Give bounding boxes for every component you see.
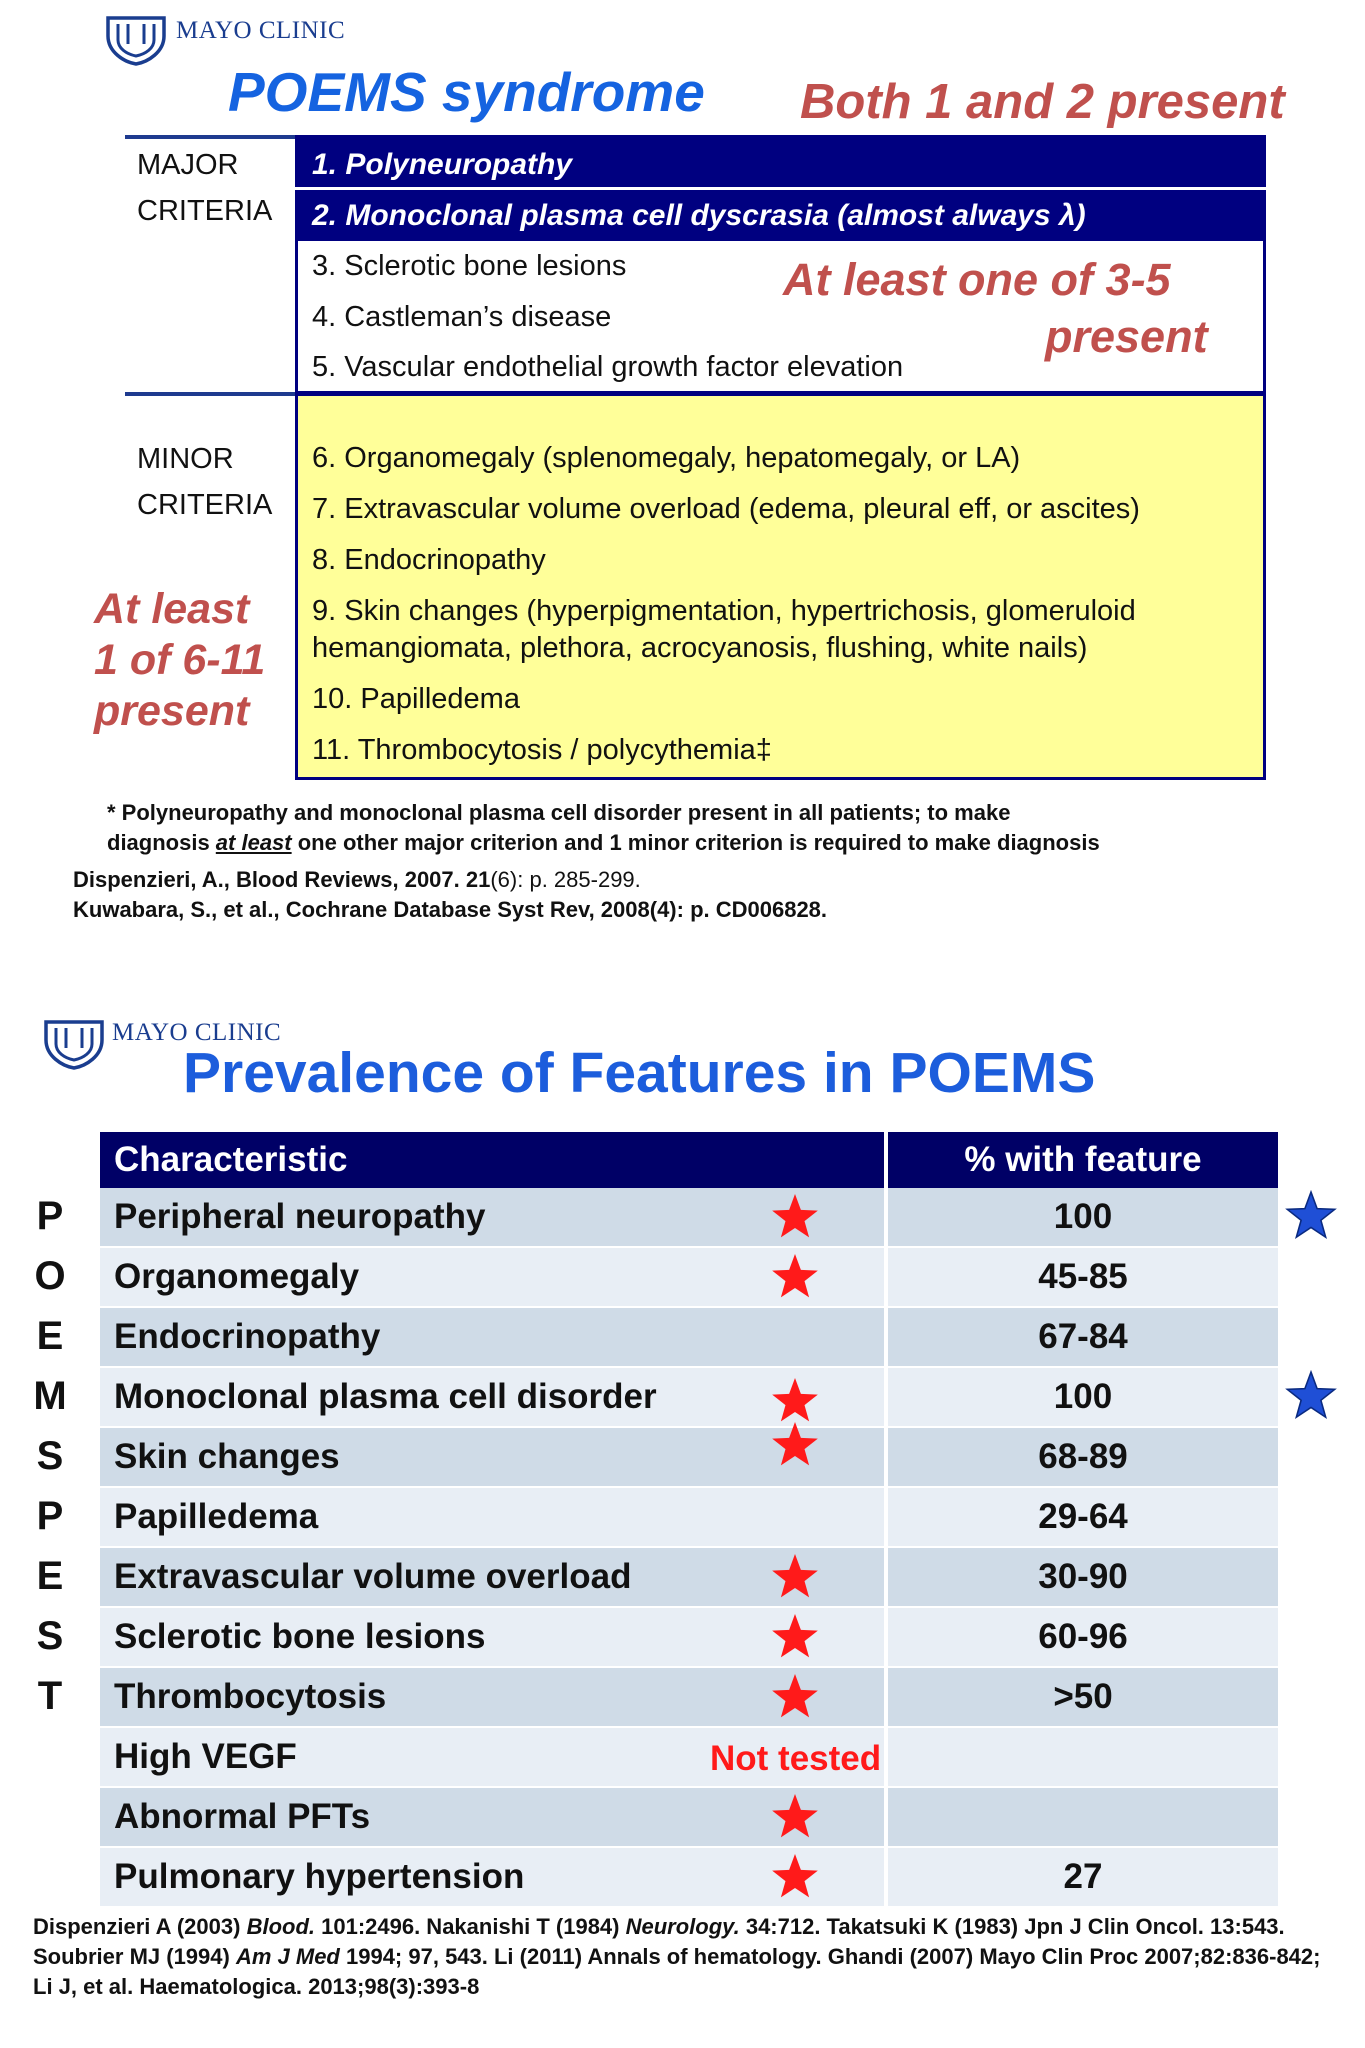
at-least-emphasis: at least — [215, 830, 292, 855]
major-note-line1: At least one of 3-5 — [783, 254, 1171, 305]
criterion-3: 3. Sclerotic bone lesions — [312, 250, 627, 282]
red-star-icon — [770, 1612, 820, 1662]
characteristic-name: Endocrinopathy — [114, 1317, 381, 1356]
characteristic-name: Organomegaly — [114, 1257, 360, 1296]
characteristic-cell — [100, 1248, 884, 1306]
mayo-shield-icon — [104, 14, 168, 66]
percent-value: 60-96 — [1038, 1617, 1128, 1656]
criterion-8: 8. Endocrinopathy — [312, 544, 546, 576]
percent-value: 27 — [1063, 1857, 1103, 1896]
acronym-letter: M — [33, 1374, 67, 1418]
footnote-line1: * Polyneuropathy and monoclonal plasma cell disorder present in all patients; to make — [107, 800, 1011, 825]
red-star-marker — [770, 1852, 820, 1902]
red-star-icon — [770, 1792, 820, 1842]
minor-note-line3: present — [94, 687, 250, 735]
table-row — [100, 1428, 1278, 1488]
characteristic-cell — [100, 1548, 884, 1606]
red-star-marker — [770, 1672, 820, 1722]
not-tested-note: Not tested — [710, 1739, 882, 1778]
characteristic-name: Papilledema — [114, 1497, 319, 1536]
characteristic-cell — [100, 1428, 884, 1486]
table-row — [100, 1548, 1278, 1608]
minor-note-line2: 1 of 6-11 — [94, 636, 266, 684]
acronym-letter: O — [34, 1254, 66, 1298]
minor-criteria-label — [137, 436, 272, 528]
characteristic-cell — [100, 1728, 884, 1786]
criterion-7: 7. Extravascular volume overload (edema, pleural eff, or ascites) — [312, 493, 1140, 525]
red-star-marker — [770, 1612, 820, 1662]
red-star-icon — [770, 1552, 820, 1602]
red-star-icon — [770, 1672, 820, 1722]
acronym-letter: E — [36, 1554, 64, 1598]
percent-cell — [888, 1488, 1278, 1546]
table-row — [100, 1608, 1278, 1668]
criterion-4: 4. Castleman’s disease — [312, 301, 612, 333]
table-row — [100, 1788, 1278, 1848]
red-star-marker — [770, 1792, 820, 1842]
table-row — [100, 1488, 1278, 1548]
criterion-5: 5. Vascular endothelial growth factor elevation — [312, 351, 904, 383]
percent-cell — [888, 1608, 1278, 1666]
characteristic-name: Abnormal PFTs — [114, 1797, 371, 1836]
percent-cell — [888, 1368, 1278, 1426]
table-header — [100, 1132, 1278, 1188]
minor-label-line2: CRITERIA — [137, 489, 273, 521]
red-star-icon — [770, 1192, 820, 1242]
percent-cell — [888, 1248, 1278, 1306]
header-percent: % with feature — [964, 1140, 1202, 1179]
criterion-10: 10. Papilledema — [312, 683, 520, 715]
percent-cell — [888, 1788, 1278, 1846]
blue-star-marker — [1285, 1370, 1337, 1422]
minor-label-line1: MINOR — [137, 443, 234, 475]
red-star-marker — [770, 1252, 820, 1302]
slide2-references — [33, 1912, 1323, 2002]
criterion-9-line2: hemangiomata, plethora, acrocyanosis, flushing, white nails) — [312, 632, 1088, 664]
percent-cell — [888, 1548, 1278, 1606]
red-star-marker — [770, 1420, 820, 1470]
reference-segment: Blood. — [246, 1914, 315, 1939]
acronym-letter: S — [36, 1614, 64, 1658]
red-star-marker — [770, 1376, 820, 1426]
reference-segment: Dispenzieri A (2003) — [33, 1914, 247, 1939]
minor-note-line1: At least — [94, 585, 250, 633]
footnote-line2: diagnosis at least one other major criterion and 1 minor criterion is required to make diagnosis — [107, 830, 1100, 855]
characteristic-cell — [100, 1188, 884, 1246]
brand-name: MAYO CLINIC — [176, 17, 346, 44]
acronym-letter: T — [37, 1674, 63, 1718]
major-criteria-label — [137, 142, 272, 234]
reference-segment: Neurology. — [625, 1914, 740, 1939]
characteristic-cell — [100, 1488, 884, 1546]
divider-middle — [125, 392, 297, 396]
slide1-references — [73, 865, 827, 925]
red-star-icon — [770, 1852, 820, 1902]
diagnosis-footnote — [107, 798, 1287, 858]
characteristic-name: Thrombocytosis — [114, 1677, 387, 1716]
characteristic-cell — [100, 1608, 884, 1666]
criterion-9-line1: 9. Skin changes (hyperpigmentation, hypertrichosis, glomeruloid — [312, 595, 1136, 627]
table-row — [100, 1848, 1278, 1908]
reference-2: Kuwabara, S., et al., Cochrane Database Syst Rev, 2008(4): p. CD006828. — [73, 897, 828, 922]
reference-segment: 34:712. Takatsuki K (1983) Jpn J Clin Oncol. 13:543. Soubrier MJ (1994) — [33, 1914, 1285, 1969]
slide2-title: Prevalence of Features in POEMS — [183, 1041, 1096, 1105]
table-row — [100, 1308, 1278, 1368]
table-row — [100, 1728, 1278, 1788]
major-note-line2: present — [1045, 311, 1208, 362]
percent-value: 100 — [1053, 1197, 1113, 1236]
percent-value: 67-84 — [1038, 1317, 1128, 1356]
table-row — [100, 1248, 1278, 1308]
criterion-11: 11. Thrombocytosis / polycythemia‡ — [312, 734, 772, 766]
characteristic-cell — [100, 1368, 884, 1426]
characteristic-cell — [100, 1668, 884, 1726]
characteristic-cell — [100, 1848, 884, 1906]
percent-value: 29-64 — [1038, 1497, 1128, 1536]
percent-value: 100 — [1053, 1377, 1113, 1416]
acronym-letter: E — [36, 1314, 64, 1358]
percent-cell — [888, 1848, 1278, 1906]
percent-cell — [888, 1668, 1278, 1726]
percent-cell — [888, 1308, 1278, 1366]
red-star-marker — [770, 1552, 820, 1602]
percent-value: 68-89 — [1038, 1437, 1128, 1476]
characteristic-cell — [100, 1308, 884, 1366]
blue-star-icon — [1285, 1190, 1337, 1242]
percent-cell — [888, 1188, 1278, 1246]
characteristic-name: Pulmonary hypertension — [114, 1857, 525, 1896]
percent-cell — [888, 1428, 1278, 1486]
mandatory-row-divider — [295, 187, 1266, 190]
both-present-note: Both 1 and 2 present — [800, 75, 1285, 129]
table-row — [100, 1188, 1278, 1248]
blue-star-marker — [1285, 1190, 1337, 1242]
slide1-title: POEMS syndrome — [228, 61, 705, 123]
blue-star-icon — [1285, 1370, 1337, 1422]
red-star-icon — [770, 1420, 820, 1470]
brand-name: MAYO CLINIC — [112, 1019, 282, 1046]
major-label-line2: CRITERIA — [137, 195, 273, 227]
acronym-letter: S — [36, 1434, 64, 1478]
minor-note — [94, 584, 265, 737]
mayo-logo-top — [104, 14, 345, 66]
divider-top — [125, 135, 297, 139]
table-row — [100, 1668, 1278, 1728]
percent-cell — [888, 1728, 1278, 1786]
percent-value: 45-85 — [1038, 1257, 1128, 1296]
acronym-letter: P — [36, 1494, 64, 1538]
reference-segment: Am J Med — [235, 1944, 340, 1969]
red-star-icon — [770, 1376, 820, 1426]
red-star-marker — [770, 1192, 820, 1242]
characteristic-name: Skin changes — [114, 1437, 340, 1476]
criterion-2: 2. Monoclonal plasma cell dyscrasia (almost always λ) — [312, 199, 1086, 232]
table-row — [100, 1368, 1278, 1428]
characteristic-cell — [100, 1788, 884, 1846]
reference-segment: 101:2496. Nakanishi T (1984) — [315, 1914, 626, 1939]
characteristic-name: Peripheral neuropathy — [114, 1197, 486, 1236]
major-label-line1: MAJOR — [137, 149, 239, 181]
acronym-letter: P — [36, 1194, 64, 1238]
reference-1: Dispenzieri, A., Blood Reviews, 2007. 21(6): p. 285-299. — [73, 867, 641, 892]
percent-value: 30-90 — [1038, 1557, 1128, 1596]
criterion-1: 1. Polyneuropathy — [312, 148, 573, 181]
percent-value: >50 — [1053, 1677, 1113, 1716]
criterion-6: 6. Organomegaly (splenomegaly, hepatomegaly, or LA) — [312, 442, 1021, 474]
characteristic-name: Sclerotic bone lesions — [114, 1617, 486, 1656]
red-star-icon — [770, 1252, 820, 1302]
mayo-shield-icon — [42, 1018, 106, 1070]
minor-criteria-block — [295, 393, 1266, 780]
characteristic-name: Extravascular volume overload — [114, 1557, 632, 1596]
characteristic-name: High VEGF — [114, 1737, 297, 1776]
characteristic-name: Monoclonal plasma cell disorder — [114, 1377, 657, 1416]
header-characteristic: Characteristic — [114, 1140, 348, 1179]
reference-segment: 1994; 97, 543. Li (2011) Annals of hematology. Ghandi (2007) Mayo Clin Proc 2007;82:836-842; Li J, et al. Haematologica. 2013;98(3):393-8 — [33, 1944, 1321, 1999]
